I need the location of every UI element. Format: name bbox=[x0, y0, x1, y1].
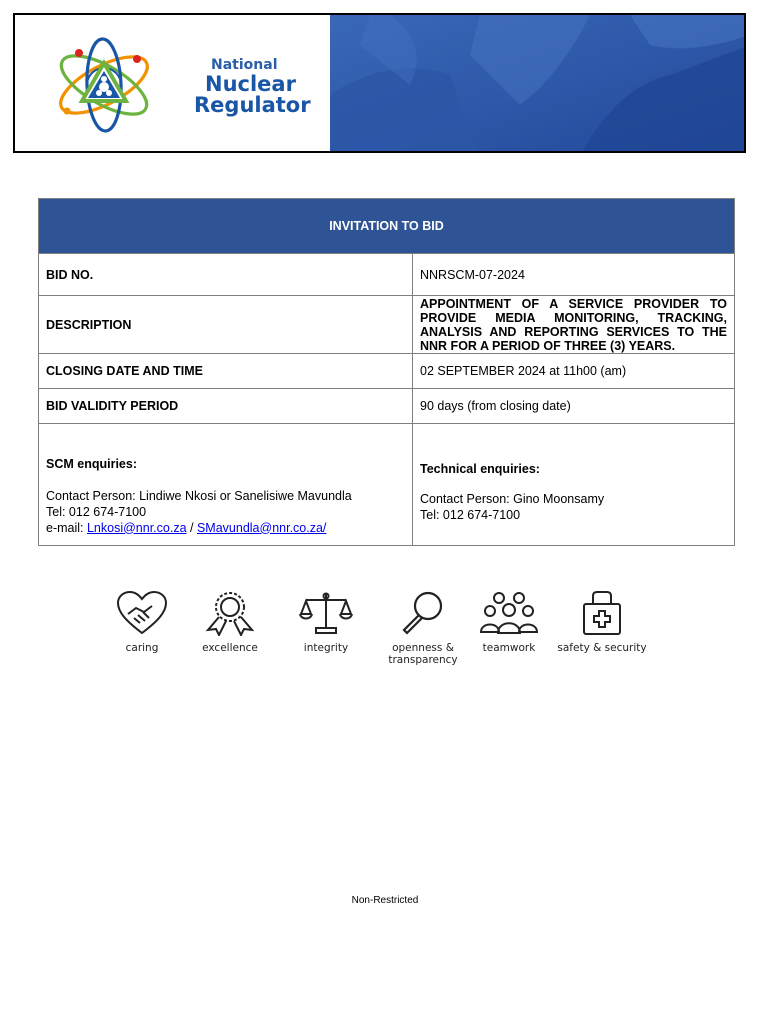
value-label-line-1: openness & bbox=[392, 642, 454, 654]
scm-email-prefix: e-mail: bbox=[46, 520, 87, 535]
scm-tel: Tel: 012 674-7100 bbox=[46, 504, 147, 519]
value-teamwork bbox=[476, 590, 542, 654]
scales-icon bbox=[298, 590, 354, 636]
closing-value: 02 SEPTEMBER 2024 at 11h00 (am) bbox=[413, 354, 735, 389]
scm-email-link-2[interactable]: SMavundla@nnr.co.za/ bbox=[196, 520, 327, 535]
description-value: APPOINTMENT OF A SERVICE PROVIDER TO PROVIDE MEDIA MONITORING, TRACKING, ANALYSIS AND REPORTING SERVICES TO THE NNR FOR A PERIOD OF THREE (3) YEARS. bbox=[413, 296, 735, 354]
value-label: excellence bbox=[202, 642, 258, 654]
magnifier-icon bbox=[398, 590, 448, 636]
scm-email-link-1[interactable]: Lnkosi@nnr.co.za bbox=[86, 520, 187, 535]
logo-line-1: National bbox=[211, 57, 278, 73]
award-ribbon-icon bbox=[202, 590, 258, 636]
value-excellence bbox=[198, 590, 262, 654]
values-strip bbox=[108, 590, 668, 680]
technical-heading: Technical enquiries: bbox=[420, 461, 540, 476]
scm-email bbox=[46, 520, 405, 536]
value-safety bbox=[556, 590, 648, 654]
scm-email-separator: / bbox=[186, 520, 197, 535]
logo-line-2: Nuclear bbox=[205, 72, 296, 96]
bid-no-value: NNRSCM-07-2024 bbox=[413, 254, 735, 296]
validity-value: 90 days (from closing date) bbox=[413, 389, 735, 424]
value-label: teamwork bbox=[482, 642, 536, 654]
value-label: caring bbox=[125, 642, 159, 654]
banner-pattern-icon bbox=[330, 15, 744, 151]
technical-enquiries bbox=[413, 424, 735, 546]
header-banner bbox=[13, 13, 746, 153]
value-caring bbox=[108, 590, 176, 654]
bid-table bbox=[38, 198, 735, 546]
value-label: safety & security bbox=[557, 642, 647, 654]
first-aid-kit-icon bbox=[580, 590, 624, 636]
atom-logo-icon bbox=[49, 29, 159, 139]
value-openness bbox=[388, 590, 458, 666]
classification-footer: Non-Restricted bbox=[351, 895, 419, 906]
scm-contact: Contact Person: Lindiwe Nkosi or Sanelisiwe Mavundla bbox=[46, 488, 352, 503]
logo bbox=[15, 15, 330, 151]
table-title: INVITATION TO BID bbox=[39, 199, 735, 254]
value-label: integrity bbox=[303, 642, 349, 654]
description-label: DESCRIPTION bbox=[39, 296, 413, 354]
value-label-line-2: transparency bbox=[388, 654, 458, 666]
scm-heading: SCM enquiries: bbox=[46, 456, 137, 471]
logo-line-3: Regulator bbox=[194, 93, 311, 117]
banner-graphic bbox=[330, 15, 744, 151]
value-integrity bbox=[294, 590, 358, 654]
handshake-heart-icon bbox=[116, 590, 168, 636]
technical-tel: Tel: 012 674-7100 bbox=[420, 507, 521, 522]
technical-contact: Contact Person: Gino Moonsamy bbox=[420, 491, 605, 506]
bid-no-label: BID NO. bbox=[39, 254, 413, 296]
scm-enquiries bbox=[39, 424, 413, 546]
closing-label: CLOSING DATE AND TIME bbox=[39, 354, 413, 389]
validity-label: BID VALIDITY PERIOD bbox=[39, 389, 413, 424]
logo-wordmark bbox=[183, 58, 311, 116]
people-group-icon bbox=[479, 590, 539, 636]
